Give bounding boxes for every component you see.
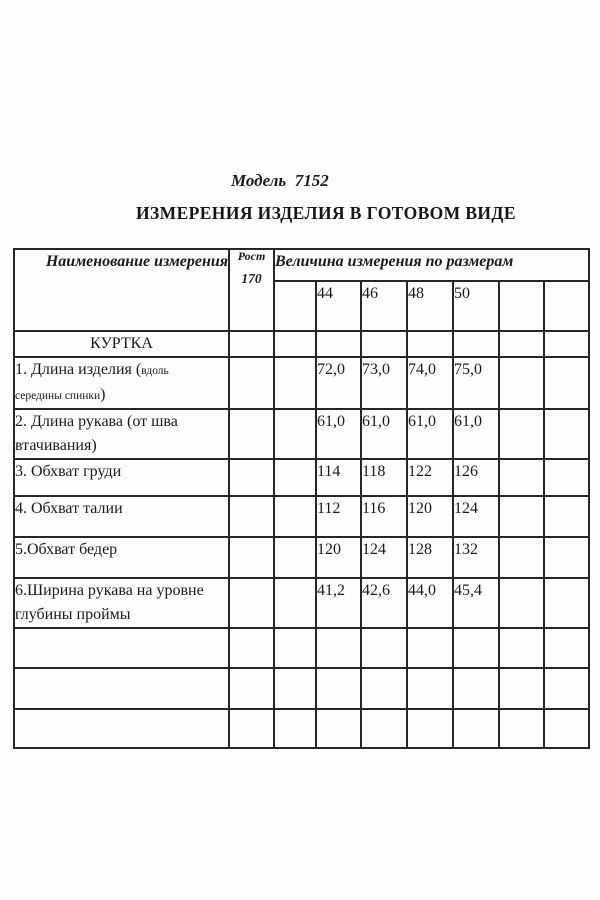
label-text: ) <box>100 386 106 403</box>
measurement-label <box>14 357 229 409</box>
empty-cell <box>544 459 589 496</box>
label-text: 1. Длина изделия ( <box>15 361 142 378</box>
value-cell: 61,0 <box>361 409 407 459</box>
empty-cell <box>316 628 361 668</box>
size-label-50: 50 <box>453 281 499 331</box>
empty-cell <box>544 628 589 668</box>
table-row <box>14 496 589 537</box>
section-row <box>14 331 589 357</box>
empty-cell <box>316 331 361 357</box>
value-cell: 74,0 <box>407 357 453 409</box>
empty-cell <box>14 628 229 668</box>
empty-cell <box>453 668 499 709</box>
measurement-label: 5.Обхват бедер <box>14 537 229 578</box>
value-cell: 61,0 <box>453 409 499 459</box>
empty-cell <box>229 459 274 496</box>
value-cell: 61,0 <box>316 409 361 459</box>
empty-cell <box>274 496 316 537</box>
measurement-label: 3. Обхват груди <box>14 459 229 496</box>
empty-cell <box>274 357 316 409</box>
empty-cell <box>229 409 274 459</box>
empty-cell <box>274 281 316 331</box>
empty-cell <box>499 709 544 748</box>
empty-cell <box>316 668 361 709</box>
value-cell: 124 <box>361 537 407 578</box>
value-cell: 41,2 <box>316 578 361 628</box>
value-cell: 132 <box>453 537 499 578</box>
empty-cell <box>544 578 589 628</box>
empty-cell <box>229 628 274 668</box>
empty-cell <box>544 331 589 357</box>
empty-cell <box>274 668 316 709</box>
empty-cell <box>499 496 544 537</box>
value-cell: 116 <box>361 496 407 537</box>
measurements-table <box>13 248 590 749</box>
empty-cell <box>361 709 407 748</box>
empty-cell <box>316 709 361 748</box>
value-cell: 114 <box>316 459 361 496</box>
empty-cell <box>544 281 589 331</box>
empty-cell <box>544 409 589 459</box>
empty-cell <box>229 331 274 357</box>
empty-cell <box>361 668 407 709</box>
empty-cell <box>229 357 274 409</box>
size-label-48: 48 <box>407 281 453 331</box>
measurement-name-header: Наименование измерения <box>14 249 229 331</box>
label-note: вдоль <box>141 365 169 377</box>
empty-cell <box>499 331 544 357</box>
empty-row <box>14 668 589 709</box>
empty-cell <box>14 668 229 709</box>
table-row <box>14 459 589 496</box>
empty-cell <box>229 709 274 748</box>
value-cell: 126 <box>453 459 499 496</box>
document-title: ИЗМЕРЕНИЯ ИЗДЕЛИЯ В ГОТОВОМ ВИДЕ <box>136 203 516 223</box>
empty-cell <box>499 668 544 709</box>
empty-cell <box>499 281 544 331</box>
empty-cell <box>229 496 274 537</box>
value-cell: 44,0 <box>407 578 453 628</box>
value-cell: 128 <box>407 537 453 578</box>
size-label-44: 44 <box>316 281 361 331</box>
empty-cell <box>274 537 316 578</box>
sizes-span-header: Величина измерения по размерам <box>274 249 589 281</box>
value-cell: 124 <box>453 496 499 537</box>
empty-cell <box>453 628 499 668</box>
header-row-1 <box>14 249 589 281</box>
empty-cell <box>544 709 589 748</box>
empty-cell <box>407 668 453 709</box>
empty-cell <box>229 578 274 628</box>
empty-cell <box>407 628 453 668</box>
empty-cell <box>407 709 453 748</box>
empty-cell <box>274 459 316 496</box>
empty-cell <box>499 578 544 628</box>
table-row <box>14 537 589 578</box>
empty-cell <box>544 357 589 409</box>
empty-cell <box>499 628 544 668</box>
empty-cell <box>274 709 316 748</box>
empty-cell <box>274 628 316 668</box>
value-cell: 118 <box>361 459 407 496</box>
label-note: середины спинки <box>15 390 101 402</box>
empty-cell <box>407 331 453 357</box>
value-cell: 120 <box>316 537 361 578</box>
empty-cell <box>453 331 499 357</box>
empty-cell <box>229 668 274 709</box>
empty-cell <box>544 537 589 578</box>
empty-cell <box>499 537 544 578</box>
empty-cell <box>499 409 544 459</box>
empty-cell <box>544 496 589 537</box>
empty-cell <box>229 537 274 578</box>
empty-cell <box>14 709 229 748</box>
empty-cell <box>274 409 316 459</box>
empty-cell <box>453 709 499 748</box>
value-cell: 45,4 <box>453 578 499 628</box>
height-label: Рост <box>237 249 266 263</box>
table-row <box>14 357 589 409</box>
height-header-cell <box>229 249 274 331</box>
model-number: Модель 7152 <box>231 171 329 190</box>
value-cell: 122 <box>407 459 453 496</box>
value-cell: 42,6 <box>361 578 407 628</box>
value-cell: 72,0 <box>316 357 361 409</box>
table-row <box>14 409 589 459</box>
empty-cell <box>274 578 316 628</box>
section-title: КУРТКА <box>14 331 229 357</box>
value-cell: 61,0 <box>407 409 453 459</box>
empty-cell <box>544 668 589 709</box>
empty-cell <box>499 357 544 409</box>
height-value: 170 <box>241 271 262 286</box>
measurement-label: 2. Длина рукава (от шва втачивания) <box>14 409 229 459</box>
empty-row <box>14 628 589 668</box>
empty-cell <box>361 331 407 357</box>
table-row <box>14 578 589 628</box>
value-cell: 75,0 <box>453 357 499 409</box>
empty-cell <box>499 459 544 496</box>
empty-cell <box>274 331 316 357</box>
empty-row <box>14 709 589 748</box>
value-cell: 120 <box>407 496 453 537</box>
measurement-label: 4. Обхват талии <box>14 496 229 537</box>
value-cell: 112 <box>316 496 361 537</box>
measurement-label: 6.Ширина рукава на уровне глубины проймы <box>14 578 229 628</box>
value-cell: 73,0 <box>361 357 407 409</box>
size-label-46: 46 <box>361 281 407 331</box>
empty-cell <box>361 628 407 668</box>
